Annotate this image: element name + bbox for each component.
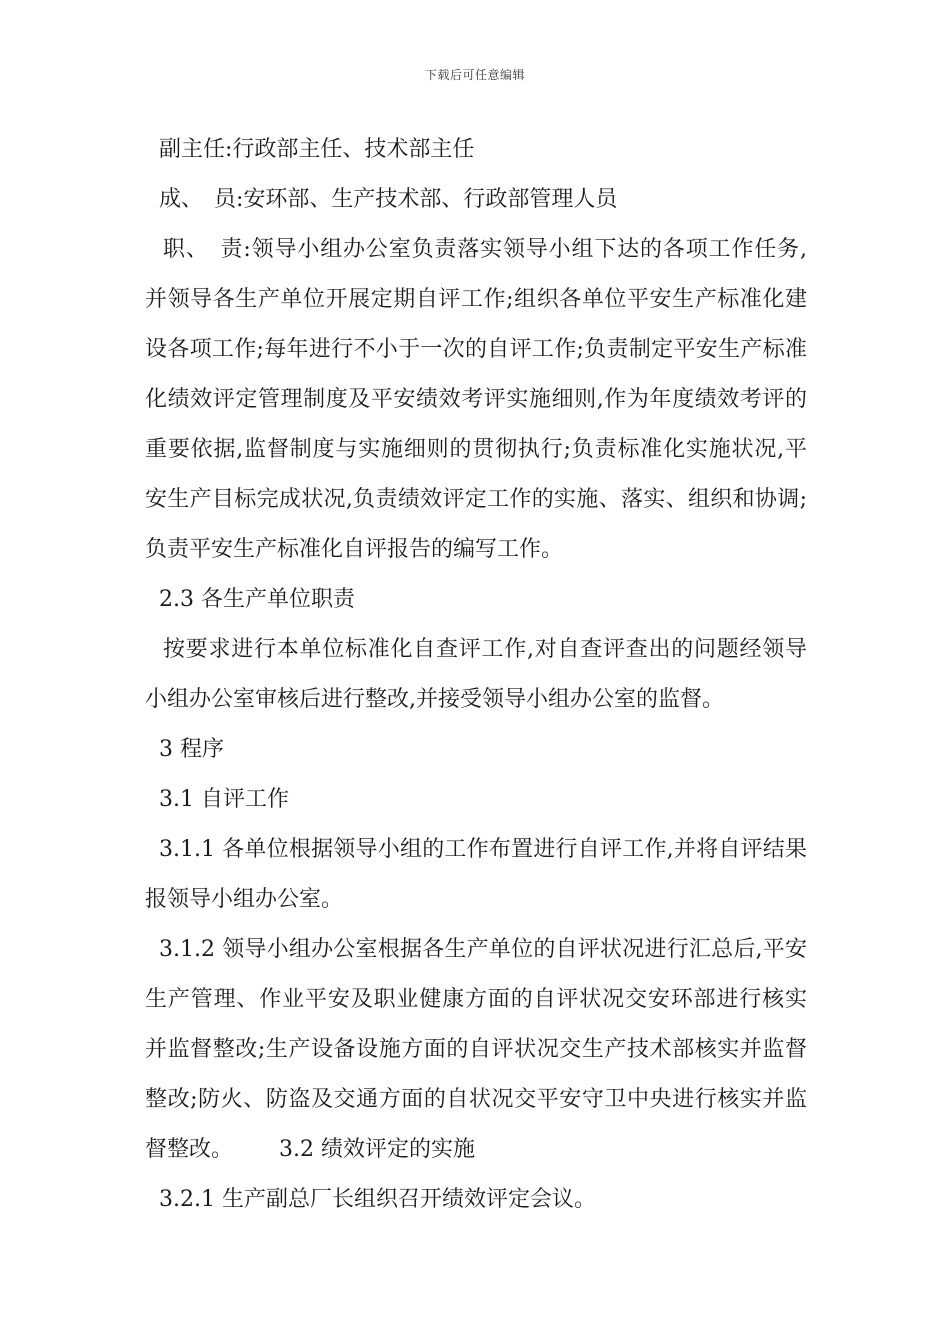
text-line-3-2-1: 3.2.1 生产副总厂长组织召开绩效评定会议。: [159, 1187, 596, 1212]
document-body: [145, 127, 807, 1227]
text-line: 设各项工作;每年进行不小于一次的自评工作;负责制定平安生产标准: [145, 337, 807, 362]
text-line-duties: 职、 责:领导小组办公室负责落实领导小组下达的各项工作任务,: [163, 237, 807, 262]
text-line: 并领导各生产单位开展定期自评工作;组织各单位平安生产标准化建: [145, 287, 807, 312]
section-heading-3-1: 3.1 自评工作: [159, 787, 289, 812]
section-heading-2-3: 2.3 各生产单位职责: [159, 587, 355, 612]
text-line: 整改;防火、防盗及交通方面的自状况交平安守卫中央进行核实并监: [145, 1087, 807, 1112]
text-line: 生产管理、作业平安及职业健康方面的自评状况交安环部进行核实: [145, 987, 807, 1012]
section-heading-3-2: 3.2 绩效评定的实施: [279, 1137, 475, 1162]
text-line-members: 成、 员:安环部、生产技术部、行政部管理人员: [159, 187, 618, 212]
text-line: 安生产目标完成状况,负责绩效评定工作的实施、落实、组织和协调;: [145, 487, 807, 512]
text-line: 按要求进行本单位标准化自查评工作,对自查评查出的问题经领导: [163, 637, 807, 662]
text-fragment: 督整改。: [145, 1137, 234, 1162]
text-line: 并监督整改;生产设备设施方面的自评状况交生产技术部核实并监督: [145, 1037, 807, 1062]
text-line-mixed: [145, 1127, 807, 1177]
text-line: 报领导小组办公室。: [145, 887, 344, 912]
section-heading-3: 3 程序: [159, 737, 224, 762]
text-line: 化绩效评定管理制度及平安绩效考评实施细则,作为年度绩效考评的: [145, 387, 807, 412]
text-line-3-1-2: 3.1.2 领导小组办公室根据各生产单位的自评状况进行汇总后,平安: [159, 937, 807, 962]
text-line: 重要依据,监督制度与实施细则的贯彻执行;负责标准化实施状况,平: [145, 437, 807, 462]
text-line: 小组办公室审核后进行整改,并接受领导小组办公室的监督。: [145, 687, 724, 712]
text-line-deputy-director: 副主任:行政部主任、技术部主任: [159, 137, 475, 162]
text-line-3-1-1: 3.1.1 各单位根据领导小组的工作布置进行自评工作,并将自评结果: [159, 837, 807, 862]
header-note: 下载后可任意编辑: [424, 68, 525, 82]
text-line: 负责平安生产标准化自评报告的编写工作。: [145, 537, 564, 562]
